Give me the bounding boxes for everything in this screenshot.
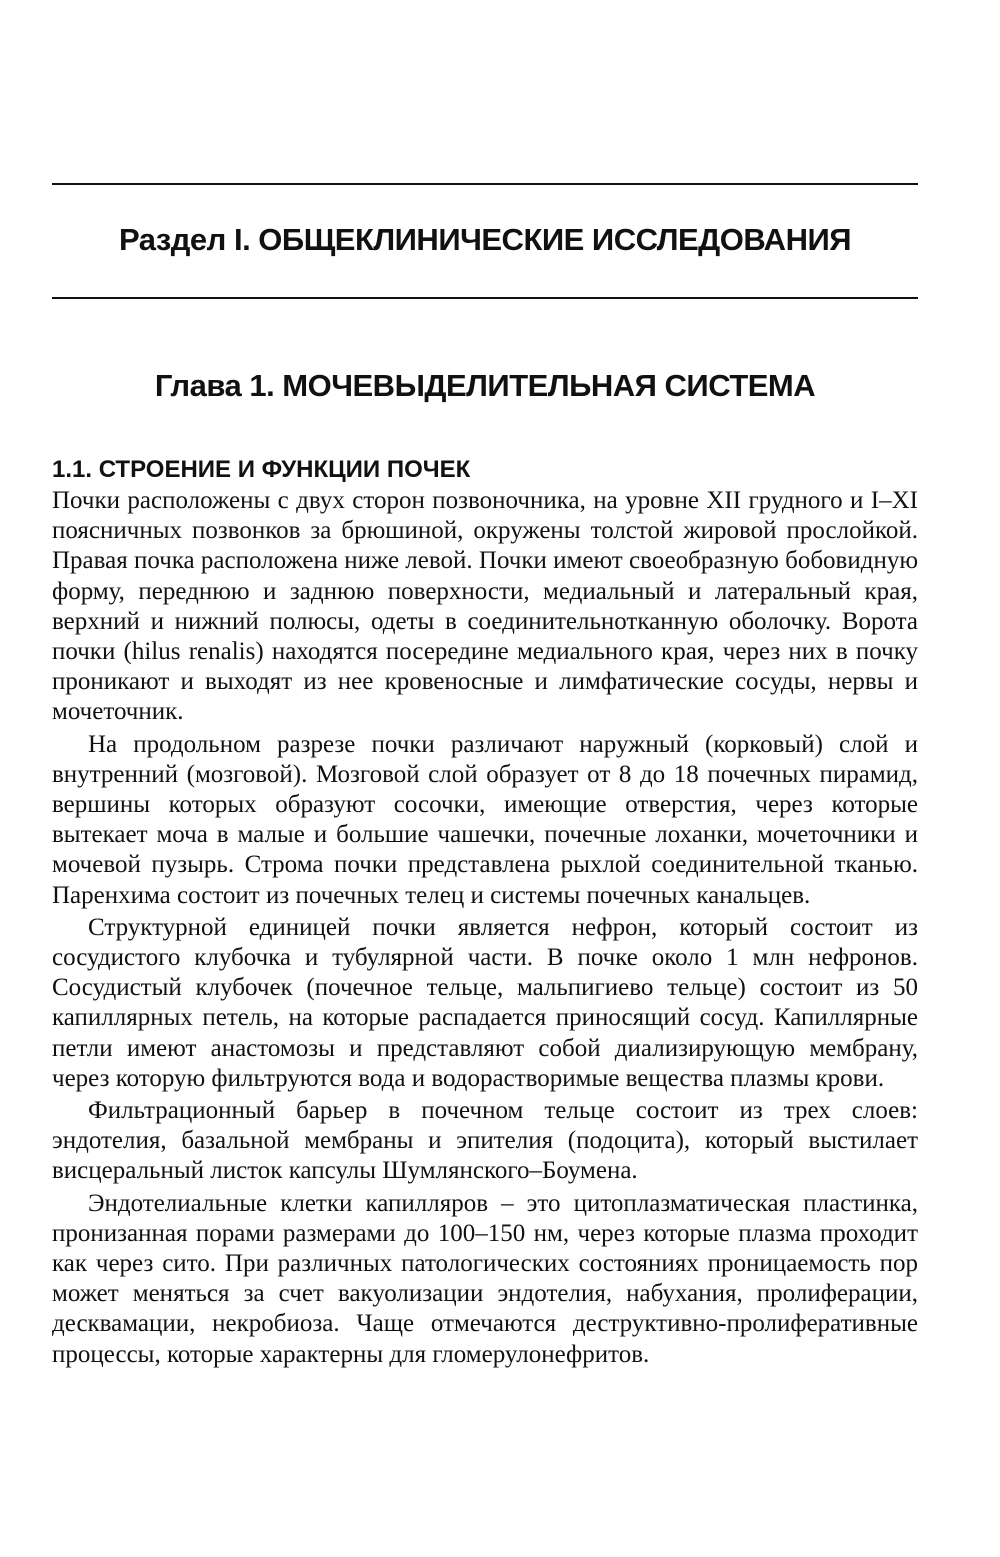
paragraph: Фильтрационный барьер в почечном тельце состоит из трех слоев: эндотелия, базальной мембраны и эпителия (подоцита), который выстилает висцеральный листок капсулы Шумлянского–Боумена. (52, 1097, 918, 1185)
paragraph: На продольном разрезе почки различают наружный (корковый) слой и внутренний (мозговой). Мозговой слой образует от 8 до 18 почечных пирамид, вершины которых образуют сосочки, имеющие отверстия, через которые вытекает моча в малые и большие чашечки, почечные лоханки, мочеточники и мочевой пузырь. Строма почки представлена рыхлой соединительной тканью. Паренхима состоит из почечных телец и системы почечных канальцев. (52, 730, 918, 909)
top-divider (52, 183, 918, 185)
section-title: Раздел I. ОБЩЕКЛИНИЧЕСКИЕ ИССЛЕДОВАНИЯ (118, 222, 852, 257)
chapter-title: Глава 1. МОЧЕВЫДЕЛИТЕЛЬНАЯ СИСТЕМА (154, 368, 816, 403)
body-text (52, 486, 918, 1370)
paragraph: Почки расположены с двух сторон позвоночника, на уровне XII грудного и I–XI поясничных позвонков за брюшиной, окружены толстой жировой прослойкой. Правая почка расположена ниже левой. Почки имеют своеобразную бобовидную форму, переднюю и заднюю поверхности, медиальный и латеральный края, верхний и нижний полюсы, одеты в соединительнотканную оболочку. Ворота почки (hilus renalis) находятся посередине медиального края, через них в почку проникают и выходят из нее кровеносные и лимфатические сосуды, нервы и мочеточник. (52, 487, 918, 726)
paragraph: Структурной единицей почки является нефрон, который состоит из сосудистого клубочка и тубулярной части. В почке около 1 млн нефронов. Сосудистый клубочек (почечное тельце, мальпигиево тельце) состоит из 50 капиллярных петель, на которые распадается приносящий сосуд. Капиллярные петли имеют анастомозы и представляют собой диализирующую мембрану, через которую фильтруются вода и водорастворимые вещества плазмы крови. (52, 913, 918, 1092)
subsection-title: 1.1. СТРОЕНИЕ И ФУНКЦИИ ПОЧЕК (52, 456, 471, 483)
bottom-divider (52, 297, 918, 299)
paragraph: Эндотелиальные клетки капилляров – это цитоплазматическая пластинка, пронизанная порами размерами до 100–150 нм, через которые плазма проходит как через сито. При различных патологических состояниях проницаемость пор может меняться за счет вакуолизации эндотелия, набухания, пролиферации, десквамации, некробиоза. Чаще отмечаются деструктивно-пролиферативные процессы, которые характерны для гломерулонефритов. (52, 1189, 918, 1368)
